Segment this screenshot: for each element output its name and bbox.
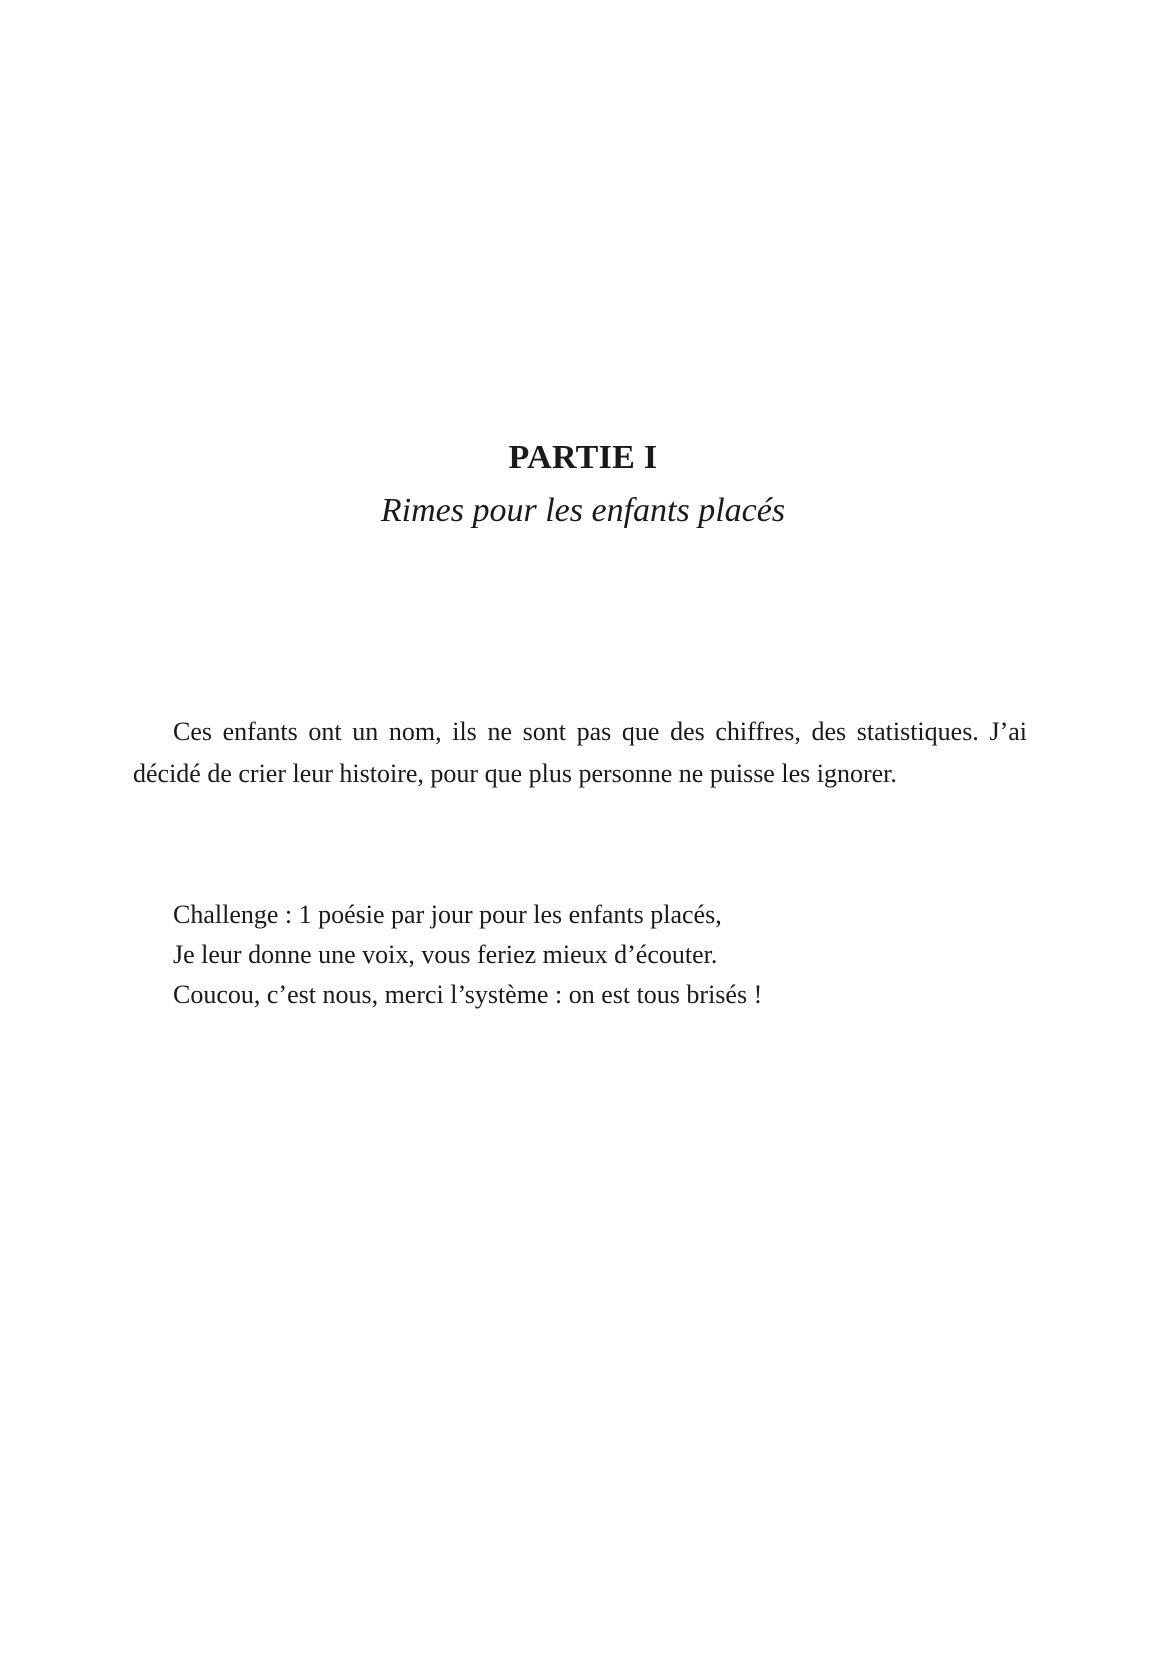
verse-line: Je leur donne une voix, vous feriez mieux d’écouter. xyxy=(173,940,718,969)
verse-block xyxy=(173,895,1053,1015)
verse-line: Coucou, c’est nous, merci l’système : on est tous brisés ! xyxy=(173,980,763,1009)
part-title: PARTIE I xyxy=(508,439,658,476)
verse-line: Challenge : 1 poésie par jour pour les enfants placés, xyxy=(173,900,722,929)
intro-paragraph: Ces enfants ont un nom, ils ne sont pas que des chiffres, des statistiques. J’ai décidé de crier leur histoire, pour que plus personne ne puisse les ignorer. xyxy=(133,717,1027,788)
part-subtitle: Rimes pour les enfants placés xyxy=(380,492,786,529)
